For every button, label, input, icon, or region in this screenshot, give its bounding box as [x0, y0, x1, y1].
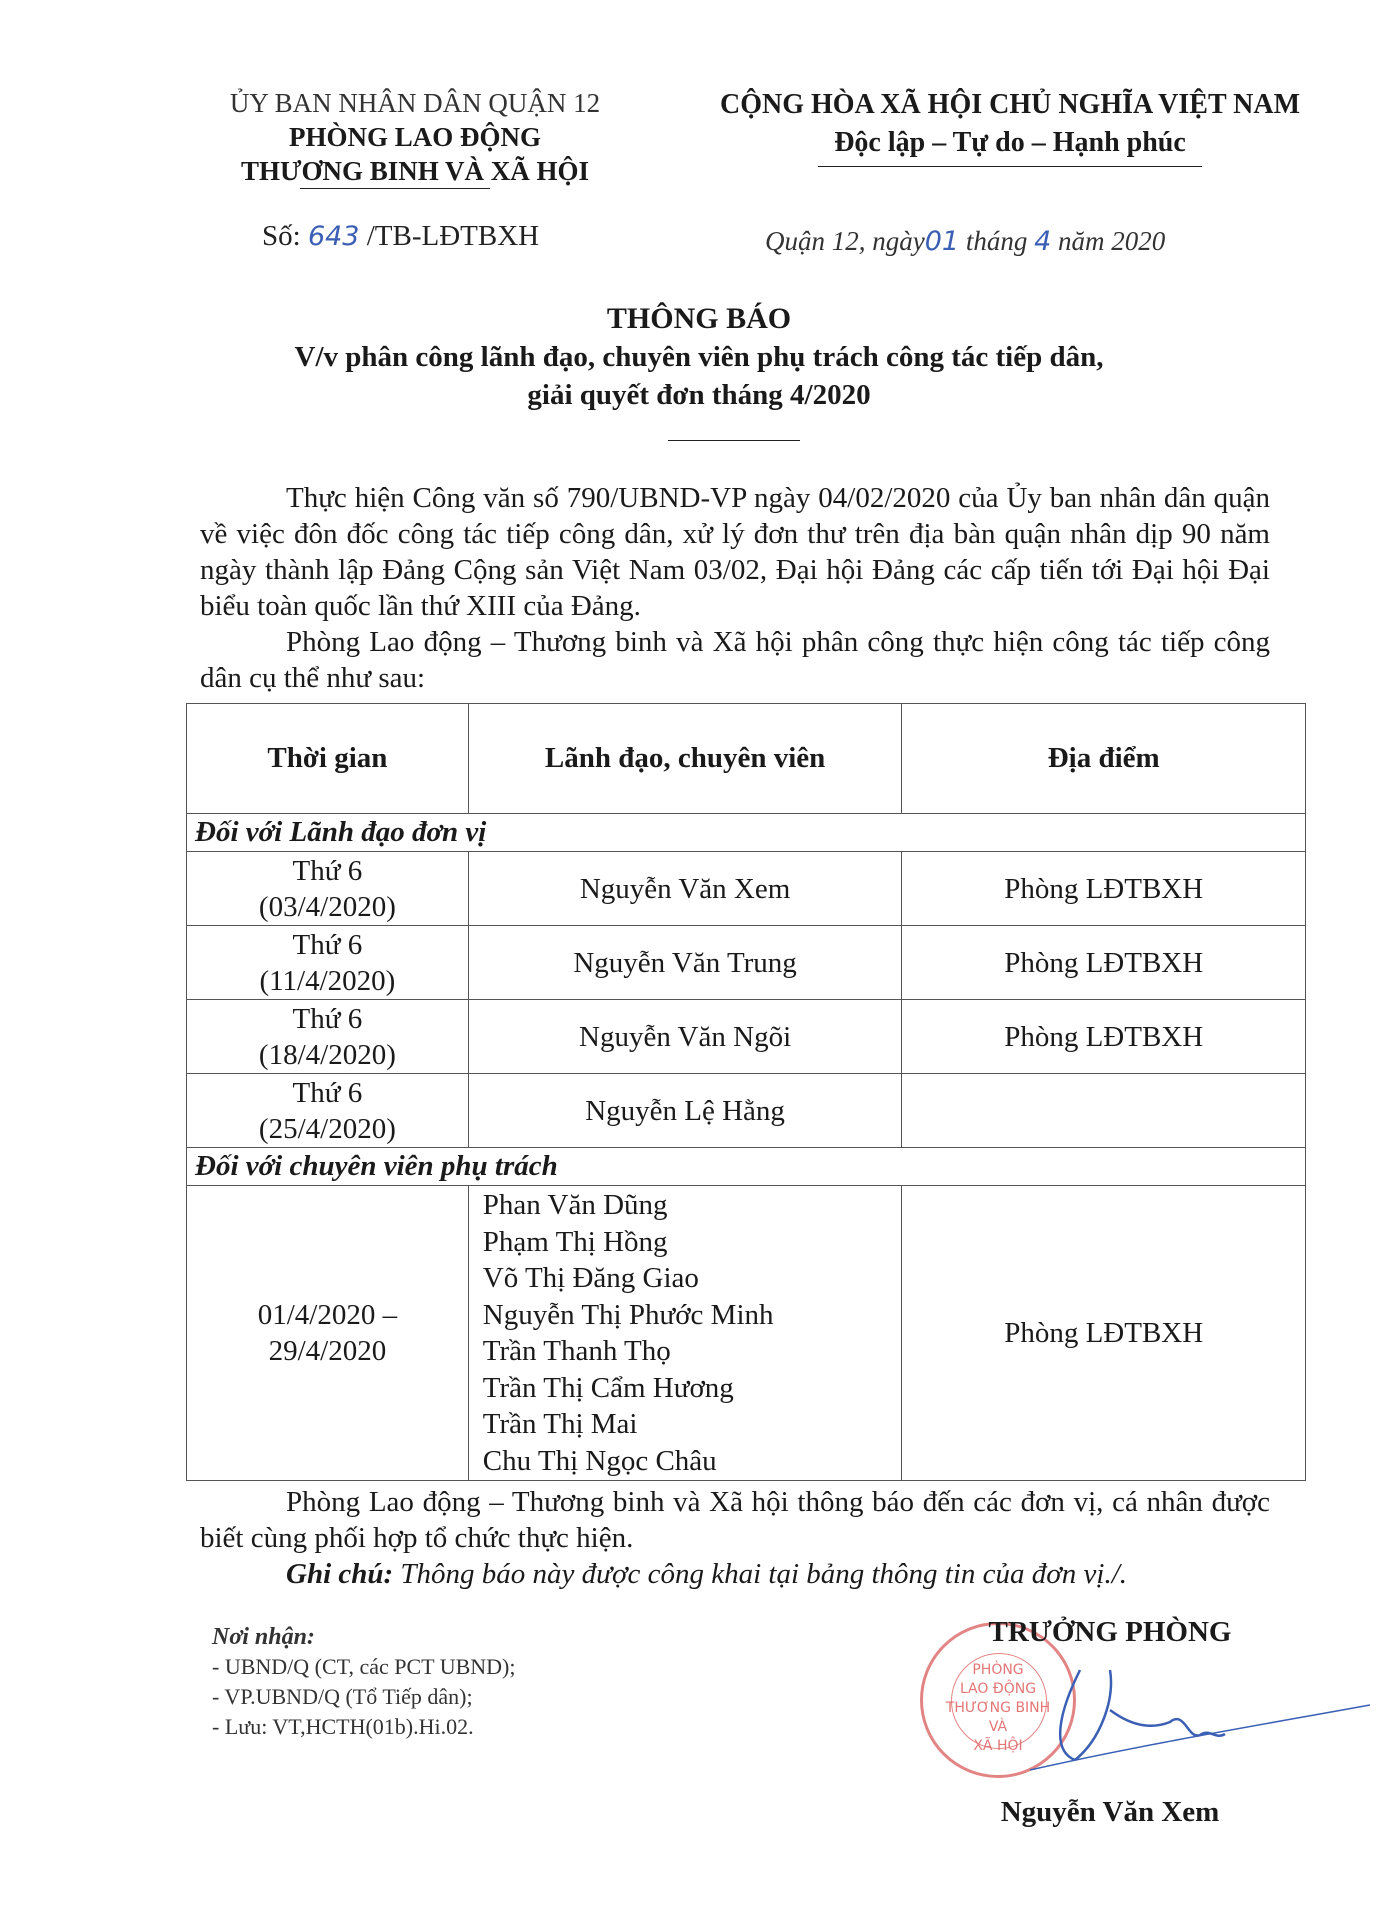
document-date: [765, 226, 1165, 257]
table-row: [187, 1000, 1306, 1074]
staff-names: [468, 1186, 902, 1481]
issuing-agency: [185, 86, 645, 188]
table-header-row: [187, 704, 1306, 814]
signer-position: TRƯỞNG PHÒNG: [988, 1616, 1232, 1648]
agency-line-1: ỦY BAN NHÂN DÂN QUẬN 12: [229, 88, 601, 118]
row-day: Thứ 6: [292, 854, 363, 887]
staff-name: Trần Thanh Thọ: [482, 1335, 671, 1367]
recipient-item: - UBND/Q (CT, các PCT UBND);: [212, 1654, 516, 1679]
note-text: Thông báo này được công khai tại bảng thông tin của đơn vị./.: [393, 1558, 1128, 1590]
staff-name: Phạm Thị Hồng: [482, 1225, 668, 1258]
motto-underline: [818, 166, 1202, 167]
document-title: [150, 300, 1248, 414]
title-main: THÔNG BÁO: [606, 302, 792, 335]
table-row: [187, 926, 1306, 1000]
motto-line-1: CỘNG HÒA XÃ HỘI CHỦ NGHĨA VIỆT NAM: [719, 89, 1301, 120]
row-day: Thứ 6: [292, 1076, 363, 1109]
recipients-title: Nơi nhận:: [212, 1624, 315, 1650]
table-row: [187, 1074, 1306, 1148]
number-suffix: /TB-LĐTBXH: [359, 220, 540, 252]
row-place: Phòng LĐTBXH: [902, 926, 1306, 1000]
header-place: Địa điểm: [902, 704, 1306, 814]
date-day: 01: [924, 226, 960, 257]
row-day: Thứ 6: [292, 928, 363, 961]
assignment-table: [186, 703, 1306, 1481]
closing-paragraph: Phòng Lao động – Thương binh và Xã hội thông báo đến các đơn vị, cá nhân được biết cùng phối hợp tổ chức thực hiện.: [200, 1486, 1270, 1554]
staff-period-start: 01/4/2020 –: [257, 1299, 398, 1331]
staff-name: Nguyễn Thị Phước Minh: [482, 1298, 774, 1331]
section-staff: [187, 1148, 1306, 1186]
staff-row: [187, 1186, 1306, 1481]
row-date: (18/4/2020): [258, 1038, 396, 1071]
row-time: [187, 1000, 469, 1074]
date-suffix: năm 2020: [1051, 226, 1166, 256]
agency-line-2: PHÒNG LAO ĐỘNG: [288, 122, 541, 152]
header-person: Lãnh đạo, chuyên viên: [468, 704, 902, 814]
row-time: [187, 852, 469, 926]
staff-name: Phan Văn Dũng: [482, 1189, 668, 1221]
title-sub-2: giải quyết đơn tháng 4/2020: [527, 379, 871, 411]
row-place: [902, 1074, 1306, 1148]
row-date: (03/4/2020): [258, 890, 396, 923]
row-place: Phòng LĐTBXH: [902, 852, 1306, 926]
staff-period: [187, 1186, 469, 1481]
national-motto: [680, 86, 1340, 162]
row-day: Thứ 6: [292, 1002, 363, 1035]
staff-name: Chu Thị Ngọc Châu: [482, 1444, 717, 1477]
table-row: [187, 852, 1306, 926]
agency-underline: [300, 188, 490, 189]
row-person: Nguyễn Văn Ngõi: [468, 1000, 902, 1074]
date-mid: tháng: [959, 226, 1035, 256]
number-handwritten: 643: [307, 221, 360, 252]
row-time: [187, 1074, 469, 1148]
section-leaders: [187, 814, 1306, 852]
staff-place: Phòng LĐTBXH: [902, 1186, 1306, 1481]
row-date: (25/4/2020): [258, 1112, 396, 1145]
stamp-text: PHÒNG LAO ĐỘNG THƯƠNG BINH VÀ XÃ HỘI: [945, 1662, 1051, 1754]
date-prefix: Quận 12, ngày: [765, 226, 925, 256]
staff-name: Trần Thị Mai: [482, 1408, 638, 1440]
header-time: Thời gian: [187, 704, 469, 814]
section-staff-label: Đối với chuyên viên phụ trách: [187, 1148, 1306, 1186]
section-leaders-label: Đối với Lãnh đạo đơn vị: [187, 814, 1306, 852]
signer-name: Nguyễn Văn Xem: [1000, 1796, 1220, 1828]
row-time: [187, 926, 469, 1000]
staff-name: Trần Thị Cẩm Hương: [482, 1371, 734, 1404]
signer-block: [940, 1616, 1280, 1829]
document-number: [262, 220, 539, 253]
note-label: Ghi chú:: [286, 1558, 394, 1590]
recipients-block: [212, 1622, 516, 1742]
recipient-item: - Lưu: VT,HCTH(01b).Hi.02.: [212, 1714, 474, 1739]
motto-line-2: Độc lập – Tự do – Hạnh phúc: [834, 127, 1186, 158]
staff-name: Võ Thị Đăng Giao: [482, 1262, 699, 1294]
number-prefix: Số:: [262, 220, 308, 252]
agency-line-3: THƯƠNG BINH VÀ XÃ HỘI: [240, 156, 590, 186]
row-person: Nguyễn Văn Xem: [468, 852, 902, 926]
row-person: Nguyễn Văn Trung: [468, 926, 902, 1000]
date-month: 4: [1034, 226, 1052, 257]
row-place: Phòng LĐTBXH: [902, 1000, 1306, 1074]
recipient-item: - VP.UBND/Q (Tổ Tiếp dân);: [212, 1684, 473, 1709]
body-paragraph-1: Thực hiện Công văn số 790/UBND-VP ngày 04/02/2020 của Ủy ban nhân dân quận về việc đôn đốc công tác tiếp công dân, xử lý đơn thư trên địa bàn quận nhân dịp 90 năm ngày thành lập Đảng Cộng sản Việt Nam 03/02, Đại hội Đảng các cấp tiến tới Đại hội Đại biểu toàn quốc lần thứ XIII của Đảng.: [200, 482, 1270, 622]
staff-period-end: 29/4/2020: [268, 1335, 387, 1367]
row-person: Nguyễn Lệ Hằng: [468, 1074, 902, 1148]
body-paragraph-2: Phòng Lao động – Thương binh và Xã hội phân công thực hiện công tác tiếp công dân cụ thể như sau:: [200, 626, 1270, 694]
title-sub-1: V/v phân công lãnh đạo, chuyên viên phụ trách công tác tiếp dân,: [294, 341, 1104, 373]
note-line: [200, 1556, 1270, 1592]
row-date: (11/4/2020): [259, 964, 396, 997]
title-underline: [668, 440, 800, 441]
